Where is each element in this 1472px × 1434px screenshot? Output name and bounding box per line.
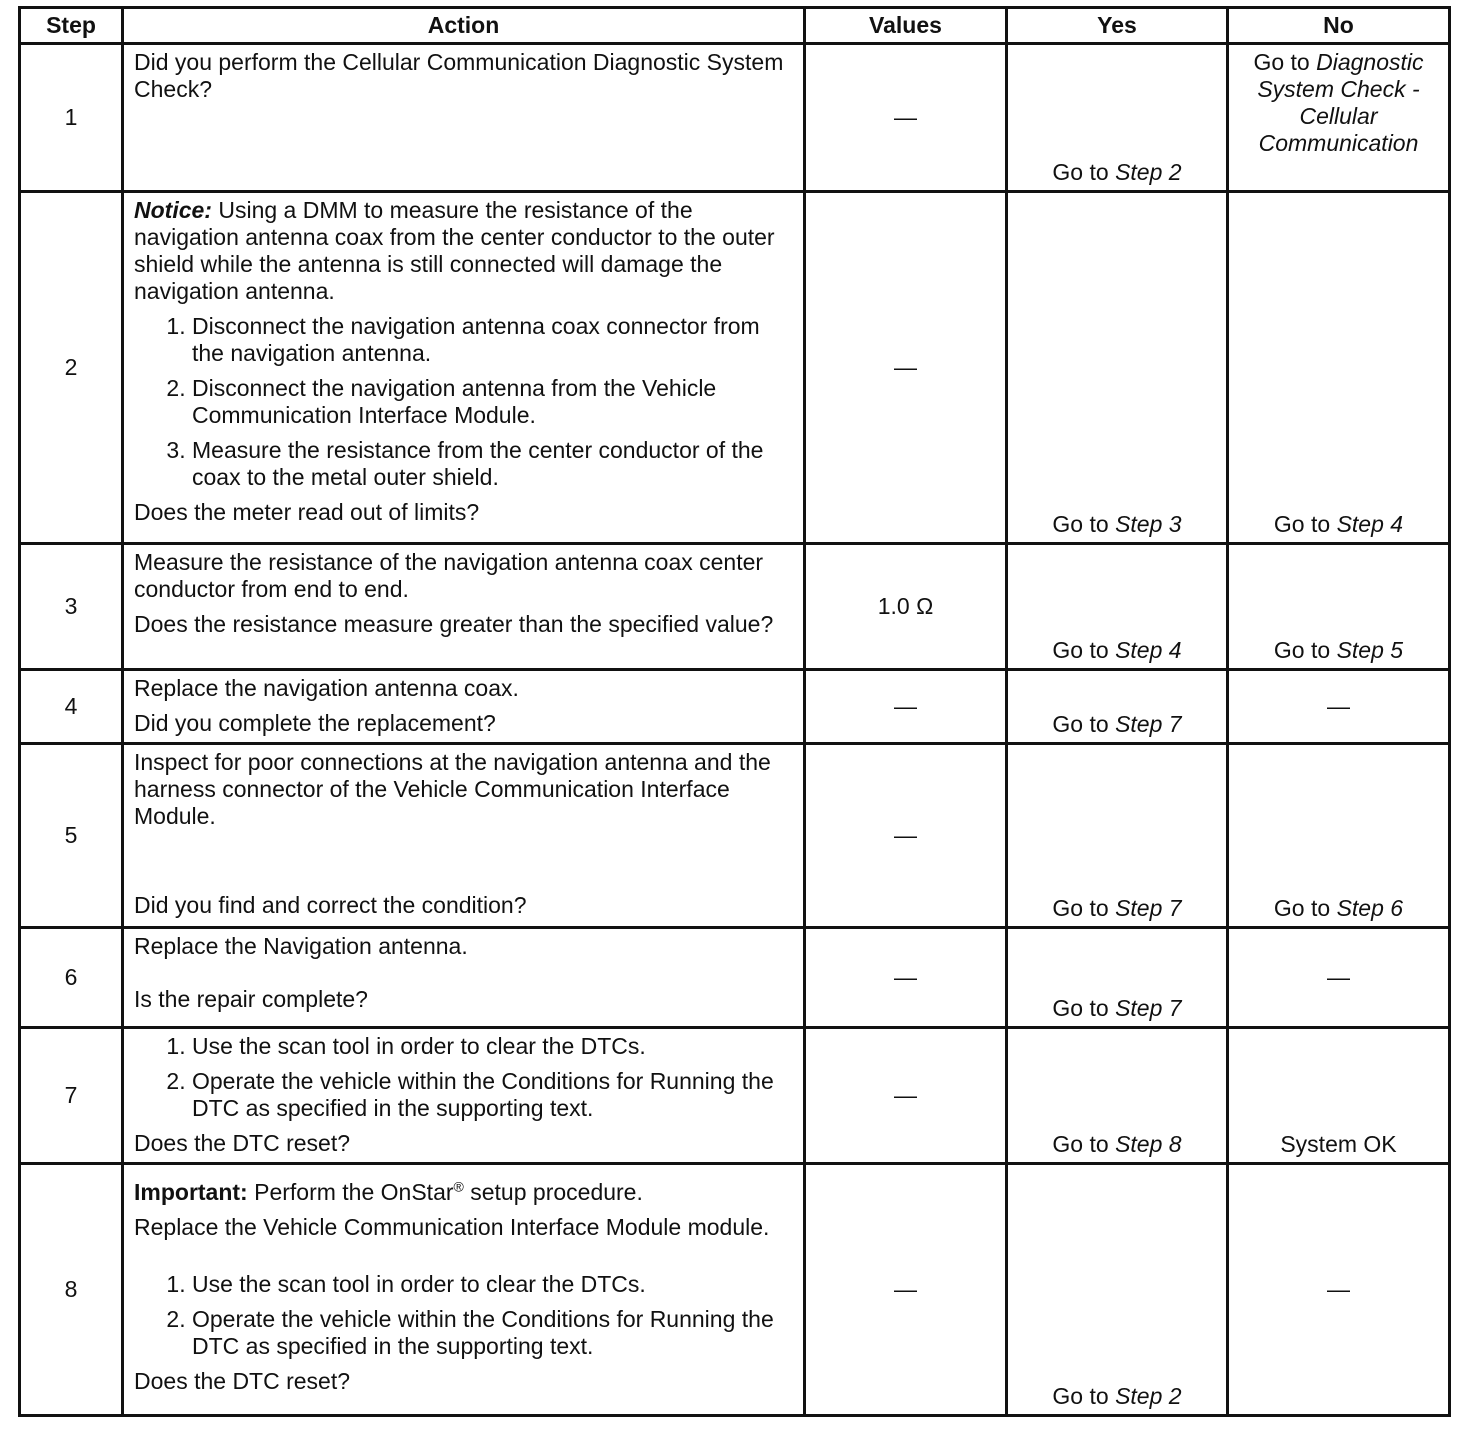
- list-item: 1. Disconnect the navigation antenna coax connector from the navigation antenna.: [192, 313, 793, 367]
- list-item: 1. Use the scan tool in order to clear the DTCs.: [192, 1033, 793, 1060]
- action-text: Measure the resistance of the navigation antenna coax center conductor from end to end.: [134, 549, 764, 602]
- list-item: 2. Operate the vehicle within the Conditions for Running the DTC as specified in the supporting text.: [192, 1306, 793, 1360]
- yes-step-link[interactable]: Step 2: [1115, 1383, 1182, 1409]
- action-question: Does the DTC reset?: [134, 1368, 351, 1394]
- table-row: [20, 192, 1450, 544]
- no-prefix: Go to: [1253, 49, 1317, 75]
- no-step-link[interactable]: Diagnostic System Check - Cellular Communication: [1257, 49, 1424, 156]
- value-cell: —: [805, 744, 1007, 928]
- yes-prefix: Go to: [1052, 637, 1116, 663]
- header-yes: Yes: [1007, 8, 1228, 44]
- step-number: 2: [20, 192, 123, 544]
- action-cell: [123, 192, 805, 544]
- yes-cell: [1007, 192, 1228, 544]
- action-cell: [123, 544, 805, 670]
- list-item: 3. Measure the resistance from the center conductor of the coax to the metal outer shield.: [192, 437, 793, 491]
- important-paragraph: [134, 1179, 793, 1206]
- value-cell: —: [805, 670, 1007, 744]
- table-row: [20, 44, 1450, 192]
- no-step-link[interactable]: Step 6: [1336, 895, 1404, 921]
- action-question: Is the repair complete?: [134, 986, 368, 1012]
- diagnostic-table-page: [18, 6, 1448, 1417]
- action-cell: [123, 744, 805, 928]
- action-question: Does the DTC reset?: [134, 1130, 351, 1156]
- value-cell: —: [805, 44, 1007, 192]
- yes-cell: [1007, 44, 1228, 192]
- value-cell: 1.0 Ω: [805, 544, 1007, 670]
- yes-step-link[interactable]: Step 7: [1115, 995, 1182, 1021]
- important-text: Perform the OnStar: [247, 1179, 454, 1205]
- action-cell: [123, 1028, 805, 1164]
- list-item: 2. Disconnect the navigation antenna from the Vehicle Communication Interface Module.: [192, 375, 793, 429]
- no-step-link[interactable]: Step 4: [1336, 511, 1404, 537]
- action-cell: [123, 1164, 805, 1416]
- no-cell: —: [1228, 670, 1450, 744]
- value-cell: —: [805, 928, 1007, 1028]
- diagnostic-table: [18, 6, 1451, 1417]
- instruction-list: [134, 1033, 793, 1122]
- no-cell: —: [1228, 1164, 1450, 1416]
- header-values: Values: [805, 8, 1007, 44]
- yes-cell: [1007, 544, 1228, 670]
- no-cell: [1228, 44, 1450, 192]
- instruction-list: [134, 313, 793, 491]
- action-question: Does the resistance measure greater than the specified value?: [134, 611, 774, 637]
- yes-prefix: Go to: [1052, 711, 1116, 737]
- important-tail: setup procedure.: [463, 1179, 643, 1205]
- table-row: [20, 744, 1450, 928]
- step-number: 5: [20, 744, 123, 928]
- step-number: 3: [20, 544, 123, 670]
- yes-step-link[interactable]: Step 3: [1115, 511, 1182, 537]
- yes-cell: [1007, 1028, 1228, 1164]
- value-cell: —: [805, 192, 1007, 544]
- action-text: Replace the Vehicle Communication Interface Module module.: [134, 1214, 770, 1240]
- registered-mark: ®: [453, 1178, 464, 1195]
- action-text: Inspect for poor connections at the navigation antenna and the harness connector of the Vehicle Communication Interface Module.: [134, 749, 771, 829]
- action-cell: [123, 670, 805, 744]
- step-number: 8: [20, 1164, 123, 1416]
- table-row: [20, 1028, 1450, 1164]
- notice-paragraph: [134, 197, 793, 305]
- header-no: No: [1228, 8, 1450, 44]
- action-cell: [123, 44, 805, 192]
- no-prefix: Go to: [1273, 895, 1337, 921]
- no-cell: —: [1228, 928, 1450, 1028]
- list-item: 1. Use the scan tool in order to clear the DTCs.: [192, 1271, 793, 1298]
- table-row: [20, 928, 1450, 1028]
- yes-prefix: Go to: [1052, 1383, 1116, 1409]
- no-cell: [1228, 744, 1450, 928]
- yes-cell: [1007, 744, 1228, 928]
- list-item: 2. Operate the vehicle within the Conditions for Running the DTC as specified in the supporting text.: [192, 1068, 793, 1122]
- header-step: Step: [20, 8, 123, 44]
- yes-cell: [1007, 670, 1228, 744]
- yes-step-link[interactable]: Step 4: [1115, 637, 1182, 663]
- no-cell: System OK: [1228, 1028, 1450, 1164]
- instruction-list: [134, 1271, 793, 1360]
- step-number: 6: [20, 928, 123, 1028]
- step-number: 7: [20, 1028, 123, 1164]
- yes-cell: [1007, 1164, 1228, 1416]
- action-text: Replace the Navigation antenna.: [134, 933, 468, 959]
- value-cell: —: [805, 1164, 1007, 1416]
- yes-step-link[interactable]: Step 8: [1115, 1131, 1182, 1157]
- table-row: [20, 670, 1450, 744]
- header-row: [20, 8, 1450, 44]
- yes-step-link[interactable]: Step 7: [1115, 711, 1182, 737]
- notice-label: Notice:: [134, 197, 212, 223]
- notice-text: Using a DMM to measure the resistance of the navigation antenna coax from the center conductor to the outer shield while the antenna is still connected will damage the navigation antenna.: [134, 197, 775, 304]
- action-question: Did you complete the replacement?: [134, 710, 496, 736]
- no-prefix: Go to: [1273, 637, 1337, 663]
- action-question: Did you find and correct the condition?: [134, 892, 527, 918]
- no-cell: [1228, 544, 1450, 670]
- yes-cell: [1007, 928, 1228, 1028]
- yes-prefix: Go to: [1052, 1131, 1116, 1157]
- action-cell: [123, 928, 805, 1028]
- table-row: [20, 544, 1450, 670]
- yes-prefix: Go to: [1052, 995, 1116, 1021]
- table-row: [20, 1164, 1450, 1416]
- action-question: Does the meter read out of limits?: [134, 499, 480, 525]
- value-cell: —: [805, 1028, 1007, 1164]
- action-question: Did you perform the Cellular Communication Diagnostic System Check?: [134, 49, 784, 102]
- yes-prefix: Go to: [1052, 895, 1116, 921]
- no-prefix: Go to: [1273, 511, 1337, 537]
- step-number: 1: [20, 44, 123, 192]
- yes-step-link[interactable]: Step 7: [1115, 895, 1182, 921]
- action-text: Replace the navigation antenna coax.: [134, 675, 519, 701]
- yes-step-link[interactable]: Step 2: [1115, 159, 1182, 185]
- header-action: Action: [123, 8, 805, 44]
- important-label: Important:: [134, 1179, 248, 1205]
- yes-prefix: Go to: [1052, 159, 1116, 185]
- no-step-link[interactable]: Step 5: [1336, 637, 1404, 663]
- step-number: 4: [20, 670, 123, 744]
- no-cell: [1228, 192, 1450, 544]
- yes-prefix: Go to: [1052, 511, 1116, 537]
